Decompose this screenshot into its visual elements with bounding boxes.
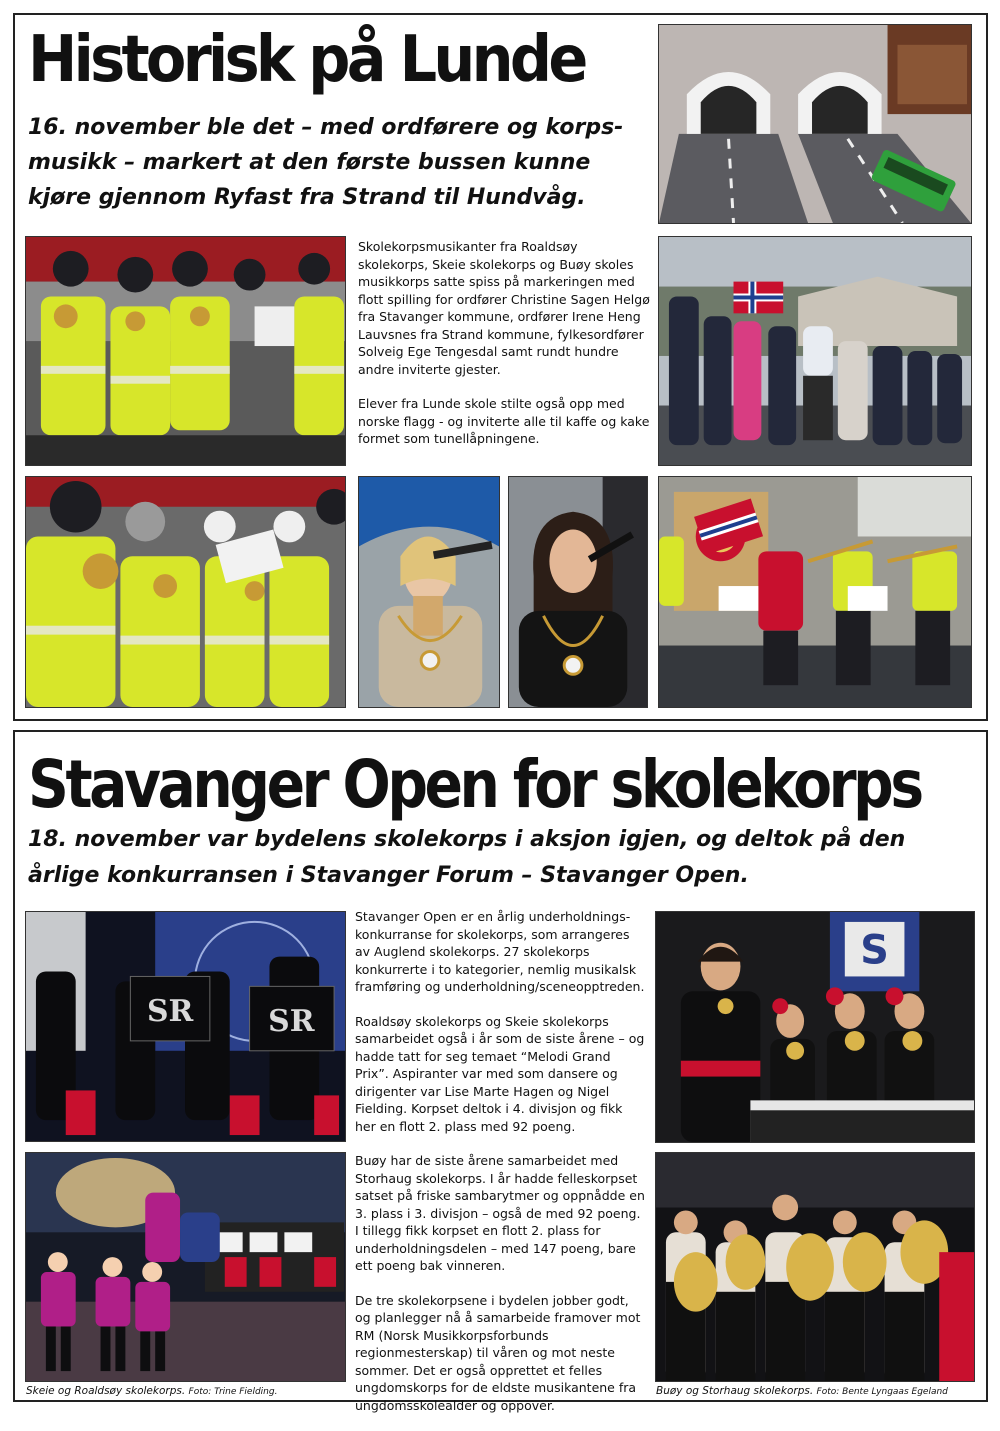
photo-brass-players-2 [25,476,346,708]
article2-paragraph: De tre skolekorpsene i bydelen jobber godt, og planlegger nå å samarbeide framover mot RM (Norsk Musikkorpsforbunds regionmesterskap) til våren og mot neste sommer. Det er også opprettet et felles ungdomskorps for de eldste musikantene fra ungdomsskolealder og oppover. [355,1292,641,1413]
photo-sr-stage [25,911,346,1142]
article2-paragraph: Buøy har de siste årene samarbeidet med Storhaug skolekorps. I år hadde felleskorpset satset på friske sambarytmer og oppnådde en 3. plass i 3. divisjon – også de med 92 poeng. I tillegg fikk korpset en flott 2. plass for underholdningsdelen – med 147 poeng, bare ett poeng bak vinneren. [355,1153,645,1273]
photo-horn-section [655,1152,975,1382]
caption-right-text: Buøy og Storhaug skolekorps. [656,1385,814,1397]
photo-mayor-umbrella [358,476,500,708]
article1-body [358,238,650,465]
article2-body [355,908,645,1431]
photo-children-with-flags [658,236,972,466]
photo-caption-left [26,1385,277,1397]
caption-left-credit: Foto: Trine Fielding. [188,1387,278,1397]
photo-tunnel-cake [658,24,972,224]
caption-right-credit: Foto: Bente Lyngaas Egeland [816,1387,948,1397]
sr-logo-text: SR [146,994,194,1030]
photo-trumpet-soloists [655,911,975,1143]
stage-sign-letter: S [860,927,889,974]
article2-paragraph: Roaldsøy skolekorps og Skeie skolekorps samarbeidet også i år som de siste årene – og hadde tatt for seg temaet “Melodi Grand Prix”. Aspiranter var med som dansere og dirigenter var Lise Marte Hagen og Nigel Fielding. Korpset deltok i 4. divisjon og fikk her en flott 2. plass med 92 poeng. [355,1013,645,1134]
caption-left-text: Skeie og Roaldsøy skolekorps. [26,1385,186,1397]
article2-paragraph: Stavanger Open er en årlig underholdnings-konkurranse for skolekorps, som arrangeres av Auglend skolekorps. 27 skolekorps konkurrerte i to kategorier, nemlig musikalsk framføring og underholdning/sceneopptreden. [355,909,645,994]
photo-caption-right [656,1385,948,1397]
article1-lead: 16. november ble det – med ordførere og korps-musikk – markert at den første bussen kunne kjøre gjennom Ryfast fra Strand til Hundvåg. [28,115,624,210]
article2-lead: 18. november var bydelens skolekorps i aksjon igjen, og deltok på den årlige konkurransen i Stavanger Forum – Stavanger Open. [28,827,906,888]
photo-dancers-stage [25,1152,346,1382]
article1-headline: Historisk på Lunde [28,23,585,97]
article1-paragraph: Skolekorpsmusikanter fra Roaldsøy skolekorps, Skeie skolekorps og Buøy skoles musikkorps satte spiss på markeringen med flott spilling for ordfører Christine Sagen Helgø fra Stavanger kommune, ordfører Irene Heng Lauvsnes fra Strand kommune, fylkesordfører Solveig Ege Tengesdal samt rundt hundre andre inviterte gjester. [358,239,650,377]
photo-brass-players-1 [25,236,346,466]
article2-headline: Stavanger Open for skolekorps [28,746,921,823]
article1-paragraph: Elever fra Lunde skole stilte også opp med norske flagg - og inviterte alle til kaffe og kake formet som tunellåpningene. [358,396,650,446]
photo-band-with-banner [658,476,972,708]
sr-logo-text: SR [268,1003,315,1039]
photo-mayor-speech [508,476,648,708]
